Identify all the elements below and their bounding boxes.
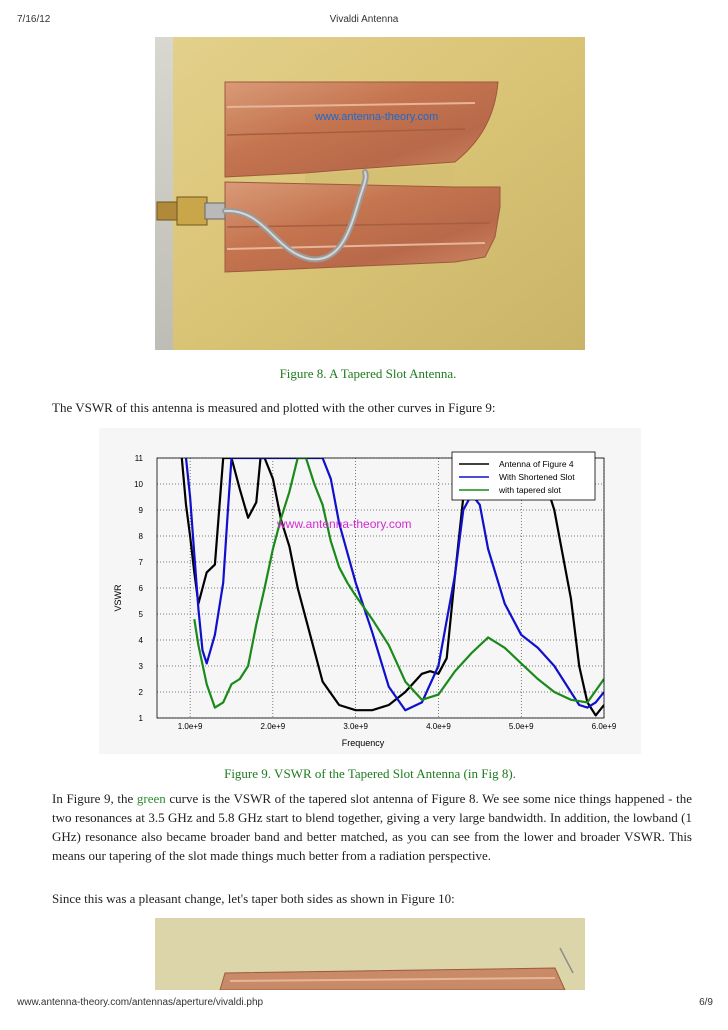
figure-9-caption: Figure 9. VSWR of the Tapered Slot Antenna (in Fig 8). — [224, 766, 516, 781]
tapered-slot-antenna-photo — [155, 37, 585, 350]
y-tick-label: 1 — [138, 714, 143, 723]
page-header-title: Vivaldi Antenna — [329, 14, 399, 25]
y-tick-label: 7 — [138, 558, 143, 567]
y-tick-label: 11 — [134, 454, 143, 463]
y-tick-label: 2 — [138, 688, 143, 697]
page-number: 6/9 — [699, 997, 713, 1008]
legend-label-shortened: With Shortened Slot — [499, 472, 575, 482]
chart-legend — [452, 452, 595, 500]
chart-watermark: www.antenna-theory.com — [277, 517, 412, 531]
paragraph-taper-both: Since this was a pleasant change, let's taper both sides as shown in Figure 10: — [52, 891, 455, 906]
print-date: 7/16/12 — [17, 14, 51, 25]
y-tick-label: 8 — [138, 532, 143, 541]
x-tick-label: 6.0e+9 — [591, 722, 617, 731]
page-url: www.antenna-theory.com/antennas/aperture/vivaldi.php — [17, 997, 264, 1008]
x-tick-label: 4.0e+9 — [426, 722, 451, 731]
vswr-chart — [99, 428, 641, 754]
paragraph-analysis — [52, 789, 692, 865]
y-tick-label: 5 — [138, 610, 143, 619]
y-tick-label: 3 — [138, 662, 143, 671]
y-tick-label: 6 — [138, 584, 143, 593]
figure-8-caption: Figure 8. A Tapered Slot Antenna. — [279, 366, 457, 381]
photo-watermark: www.antenna-theory.com — [315, 111, 439, 123]
legend-label-tapered: with tapered slot — [499, 485, 561, 495]
y-tick-label: 10 — [134, 480, 143, 489]
y-tick-label: 9 — [138, 506, 143, 515]
y-tick-label: 4 — [138, 636, 143, 645]
x-tick-label: 5.0e+9 — [508, 722, 534, 731]
paragraph-vswr-intro: The VSWR of this antenna is measured and plotted with the other curves in Figure 9: — [52, 400, 496, 415]
x-axis-label: Frequency — [341, 738, 385, 748]
vswr-chart-svg — [99, 428, 641, 754]
x-tick-label: 3.0e+9 — [343, 722, 369, 731]
figure-10-photo-partial — [155, 918, 585, 990]
analysis-text-after: curve is the VSWR of the tapered slot antenna of Figure 8. We see some nice things happened - the two resonances at 3.5 GHz and 5.8 GHz start to blend together, giving a very large bandwidth. In addition, the lowband (1 GHz) resonance also became broader band and better matched, as you can see from the lower and broader VSWR. This means our tapering of the slot made things much better from a radiation perspective. — [52, 791, 692, 863]
analysis-text-green: green — [136, 791, 166, 806]
figure-10-photo-illustration — [155, 918, 585, 990]
x-tick-label: 2.0e+9 — [260, 722, 286, 731]
antenna-photo-illustration — [155, 37, 585, 350]
x-tick-label: 1.0e+9 — [177, 722, 203, 731]
y-axis-label: VSWR — [113, 584, 123, 612]
legend-label-figure4: Antenna of Figure 4 — [499, 459, 574, 469]
analysis-text-before: In Figure 9, the — [52, 791, 137, 806]
